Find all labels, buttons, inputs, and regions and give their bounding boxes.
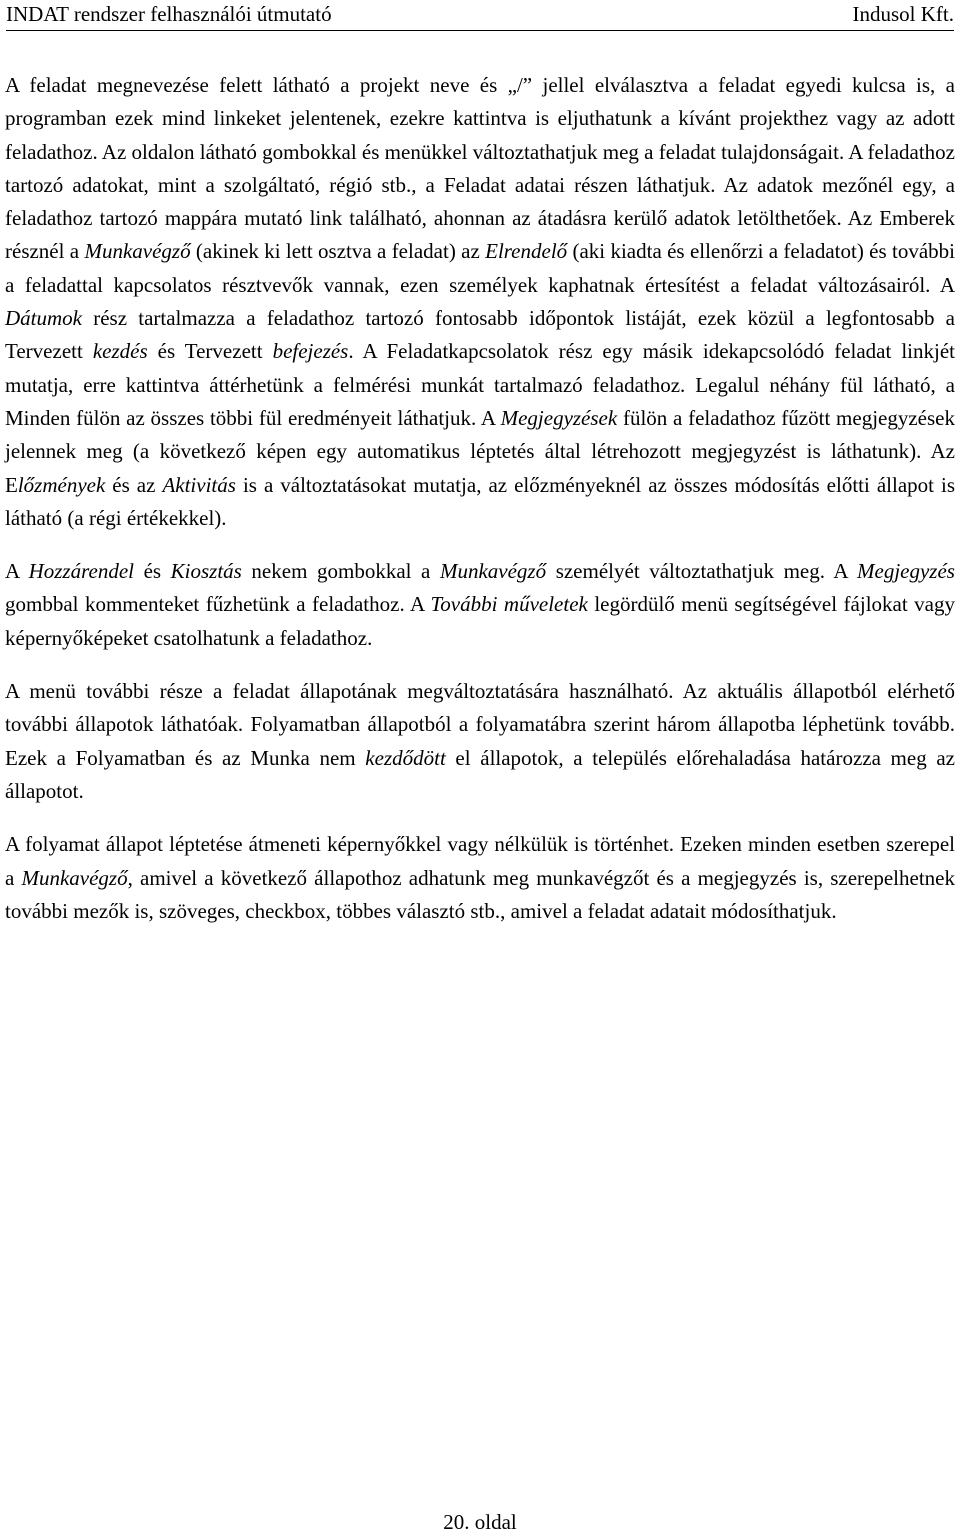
text-run: (aki kiadta és ellenőrzi a feladatot) és további a feladattal kapcsolatos résztvevők vannak, ezen személyek kaphatnak értesítést a feladat változásairól. A <box>5 239 955 297</box>
text-run: . A Feladatkapcsolatok rész egy másik idekapcsolódó feladat linkjét mutatja, erre kattintva áttérhetünk a felmérési munkát tartalmazó feladathoz. Legalul néhány fül látható, a Minden fülön az összes többi fül eredményeit láthatjuk. A <box>5 339 955 430</box>
emphasis-text: Munkavégző <box>439 559 547 584</box>
text-run: el állapotok, a település előrehaladása határozza meg az állapotot. <box>5 745 956 803</box>
emphasis-text: Megjegyzés <box>857 559 955 584</box>
text-run: , amivel a következő állapothoz adhatunk meg munkavégzőt és a megjegyzés is, szerepelhetnek további mezők is, szöveges, checkbox, többes választó stb., amivel a feladat adatait módosíthatjuk. <box>5 865 955 923</box>
text-run: A <box>5 559 29 584</box>
text-run: fülön a feladathoz fűzött megjegyzések jelennek meg (a következő képen egy automatikus léptetés által létrehozott megjegyzést is láthatunk). Az E <box>5 405 955 497</box>
emphasis-text: Elrendelő <box>485 239 568 264</box>
page-number: 20. oldal <box>443 1510 517 1534</box>
company-name: Indusol Kft. <box>852 2 954 26</box>
text-run: A folyamat állapot léptetése átmeneti képernyőkkel vagy nélkülük is történhet. Ezeken minden esetben szerepel a <box>5 832 955 890</box>
text-run: rész tartalmazza a feladathoz tartozó fontosabb időpontok listáját, ezek közül a legfontosabb a Tervezett <box>5 306 955 364</box>
paragraph <box>5 828 955 928</box>
text-run: gombbal kommenteket fűzhetünk a feladathoz. A <box>5 592 431 617</box>
text-run: A menü további része a feladat állapotának megváltoztatására használható. Az aktuális állapotból elérhető további állapotok láthatóak. Folyamatban állapotból a folyamatábra szerint három állapotba léphetünk tovább. Ezek a Folyamatban és az Munka nem <box>5 679 955 770</box>
text-run: is a változtatásokat mutatja, az előzményeknél az összes módosítás előtti állapot is látható (a régi értékekkel). <box>5 472 955 530</box>
emphasis-text: További műveletek <box>430 592 588 617</box>
emphasis-text: lőzmények <box>17 472 106 497</box>
emphasis-text: Munkavégző <box>21 865 128 890</box>
paragraph <box>5 69 955 535</box>
emphasis-text: Munkavégző <box>84 239 191 264</box>
text-run: és az <box>105 472 163 497</box>
emphasis-text: kezdődött <box>365 745 446 770</box>
text-run: (akinek ki lett osztva a feladat) az <box>190 239 486 264</box>
text-run: nekem gombokkal a <box>241 559 440 584</box>
page-header <box>6 0 954 31</box>
emphasis-text: Kiosztás <box>170 559 242 584</box>
text-run: és Tervezett <box>147 339 273 364</box>
document-body <box>5 69 955 928</box>
emphasis-text: Megjegyzések <box>500 405 618 430</box>
text-run: A feladat megnevezése felett látható a projekt neve és „/” jellel elválasztva a feladat egyedi kulcsa is, a programban ezek mind linkeket jelentenek, ezekre kattintva is eljuthatunk a kívánt projekthez vagy az adott feladathoz. Az oldalon látható gombokkal és menükkel változtathatjuk meg a feladat tulajdonságait. A feladathoz tartozó adatokat, mint a szolgáltató, régió stb., a Feladat adatai részen láthatjuk. Az adatok mezőnél egy, a feladathoz tartozó mappára mutató link található, ahonnan az átadásra kerülő adatok letölthetőek. Az Emberek résznél a <box>5 73 955 264</box>
emphasis-text: Dátumok <box>5 306 82 331</box>
emphasis-text: kezdés <box>92 339 148 364</box>
emphasis-text: Aktivitás <box>162 472 236 497</box>
text-run: személyét változtathatjuk meg. A <box>546 559 858 584</box>
text-run: és <box>133 559 171 584</box>
document-title: INDAT rendszer felhasználói útmutató <box>6 2 332 26</box>
emphasis-text: Hozzárendel <box>28 559 134 584</box>
paragraph <box>5 675 955 808</box>
paragraph <box>5 555 955 655</box>
text-run: legördülő menü segítségével fájlokat vagy képernyőképeket csatolhatunk a feladathoz. <box>5 592 955 650</box>
emphasis-text: befejezés <box>272 339 349 364</box>
